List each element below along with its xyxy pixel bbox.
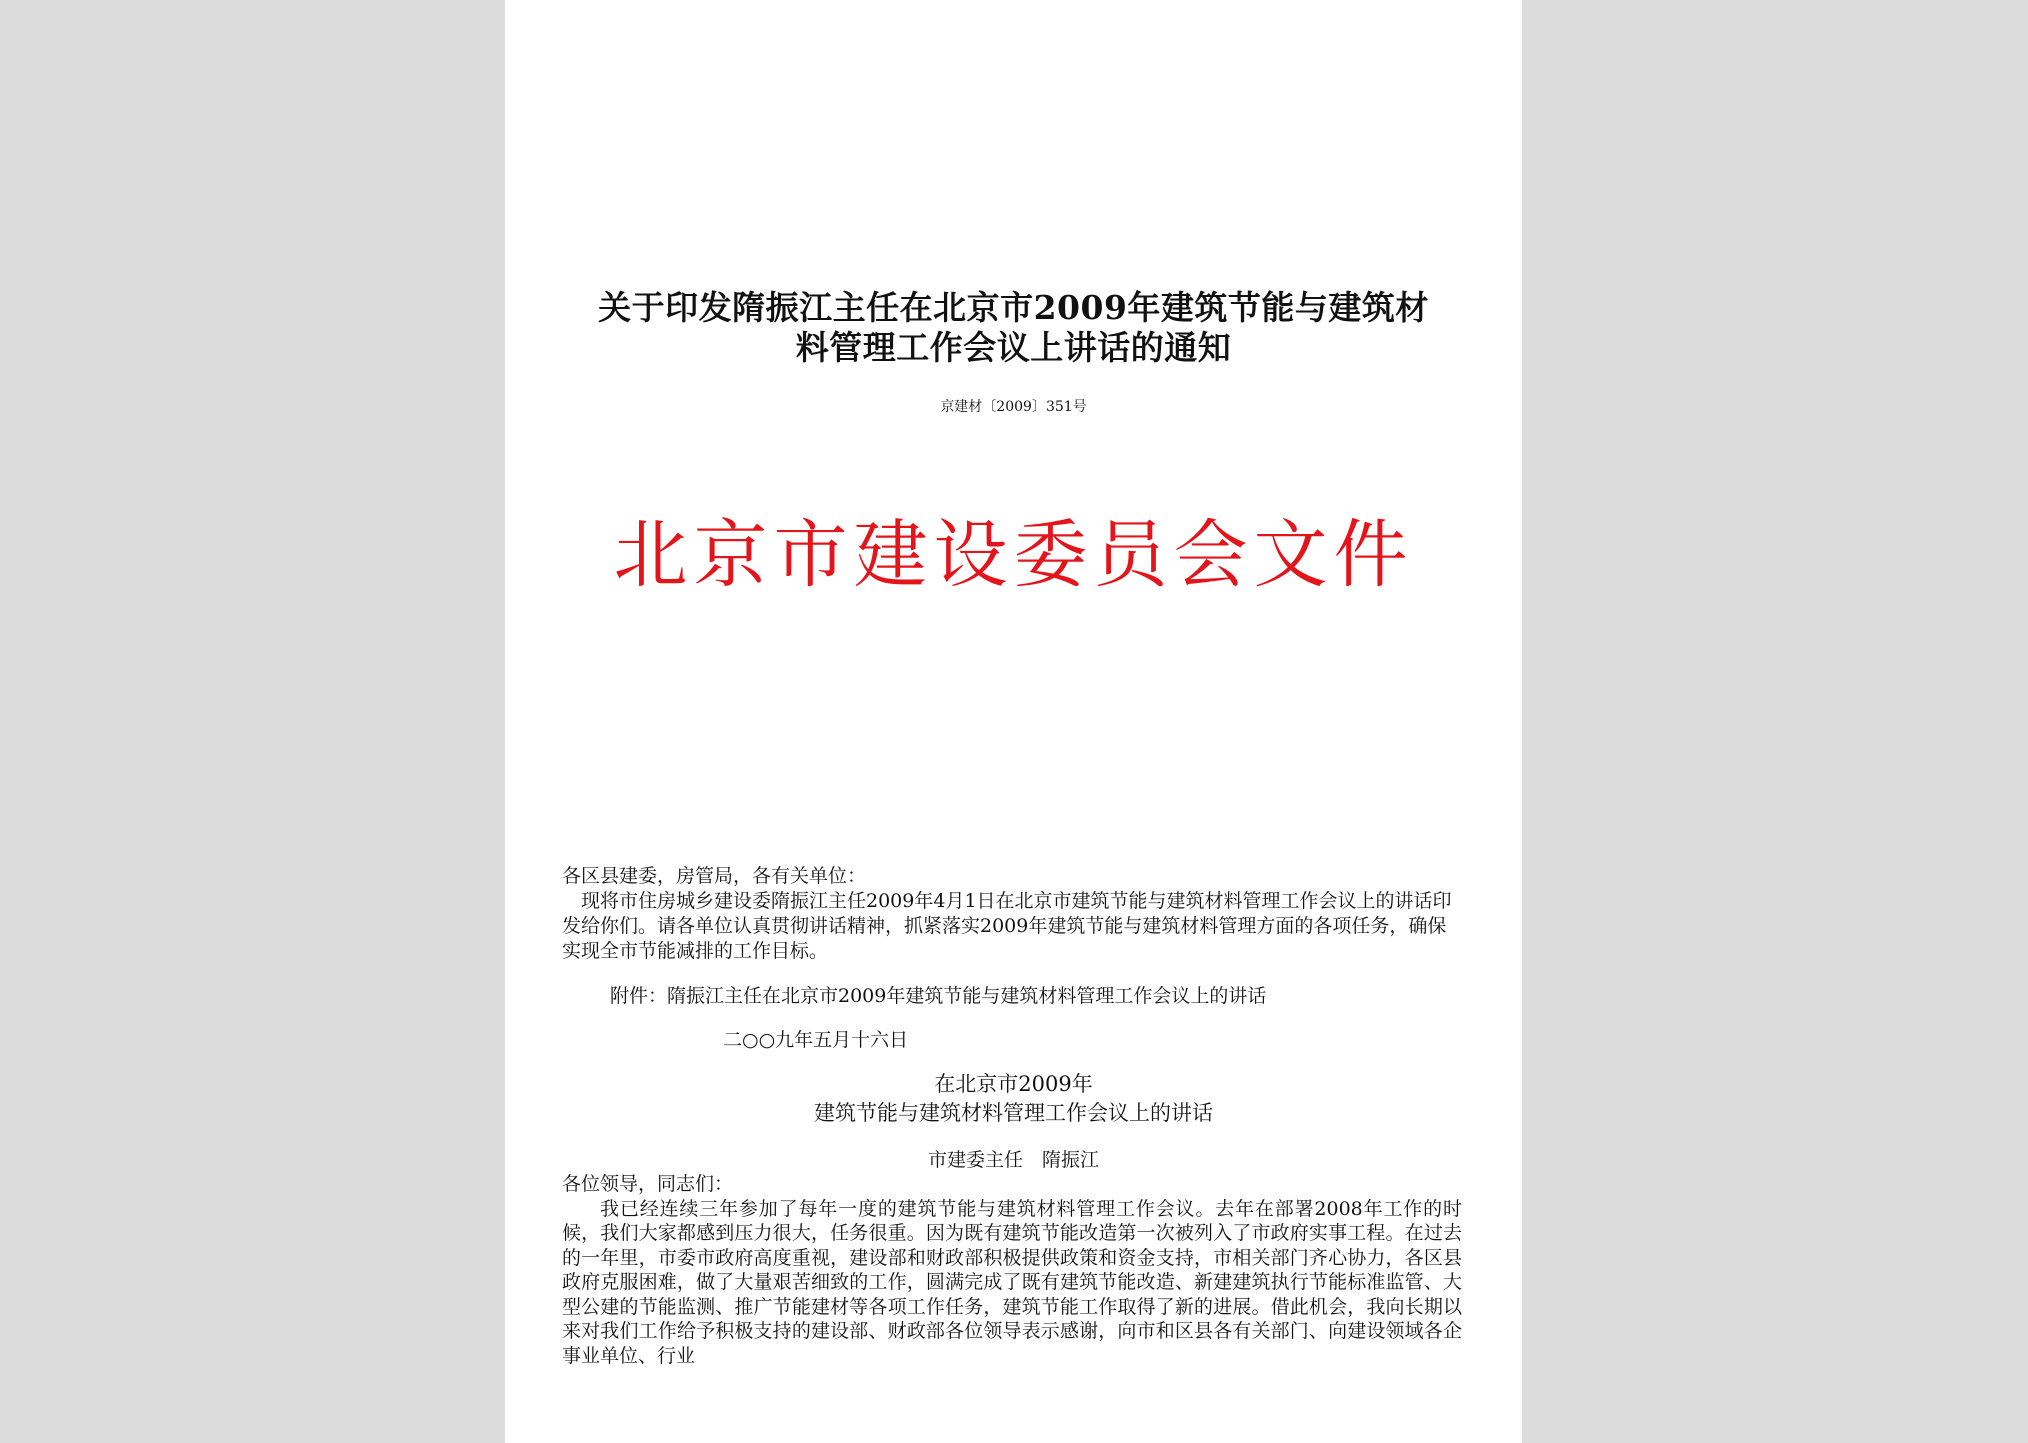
document-title-line-2: 料管理工作会议上讲话的通知: [795, 328, 1232, 367]
speech-paragraph: 我已经连续三年参加了每年一度的建筑节能与建筑材料管理工作会议。去年在部署2008年工作的时候，我们大家都感到压力很大，任务很重。因为既有建筑节能改造第一次被列入了市政府实事工程。在过去的一年里，市委市政府高度重视，建设部和财政部积极提供政策和资金支持，市相关部门齐心协力，各区县政府克服困难，做了大量艰苦细致的工作，圆满完成了既有建筑节能改造、新建建筑执行节能标准监管、大型公建的节能监测、推广节能建材等各项工作任务，建筑节能工作取得了新的进展。借此机会，我向长期以来对我们工作给予积极支持的建设部、财政部各位领导表示感谢，向市和区县各有关部门、向建设领域各企事业单位、行业: [562, 1197, 1462, 1367]
notice-paragraph: 现将市住房城乡建设委隋振江主任2009年4月1日在北京市建筑节能与建筑材料管理工作会议上的讲话印发给你们。请各单位认真贯彻讲话精神，抓紧落实2009年建筑节能与建筑材料管理方面的各项任务，确保实现全市节能减排的工作目标。: [562, 890, 1452, 962]
issuer-header: 北京市建设委员会文件: [613, 512, 1414, 598]
notice-body: [562, 864, 1462, 964]
notice-salutation: 各区县建委，房管局，各有关单位：: [562, 865, 867, 887]
speech-body: [562, 1172, 1462, 1368]
document-title: [525, 288, 1502, 368]
document-title-line-1: 关于印发隋振江主任在北京市2009年建筑节能与建筑材: [598, 288, 1429, 327]
attachment-line: 附件：隋振江主任在北京市2009年建筑节能与建筑材料管理工作会议上的讲话: [610, 985, 1267, 1007]
document-number: 京建材〔2009〕351号: [940, 399, 1087, 415]
speech-title: [505, 1070, 1522, 1128]
speech-title-line-2: 建筑节能与建筑材料管理工作会议上的讲话: [814, 1101, 1213, 1125]
speech-title-line-1: 在北京市2009年: [934, 1072, 1093, 1096]
issue-date: 二○○九年五月十六日: [723, 1029, 909, 1051]
speech-salutation: 各位领导，同志们：: [562, 1173, 734, 1195]
speech-speaker: 市建委主任 隋振江: [927, 1149, 1099, 1171]
document-page: [505, 0, 1522, 1443]
